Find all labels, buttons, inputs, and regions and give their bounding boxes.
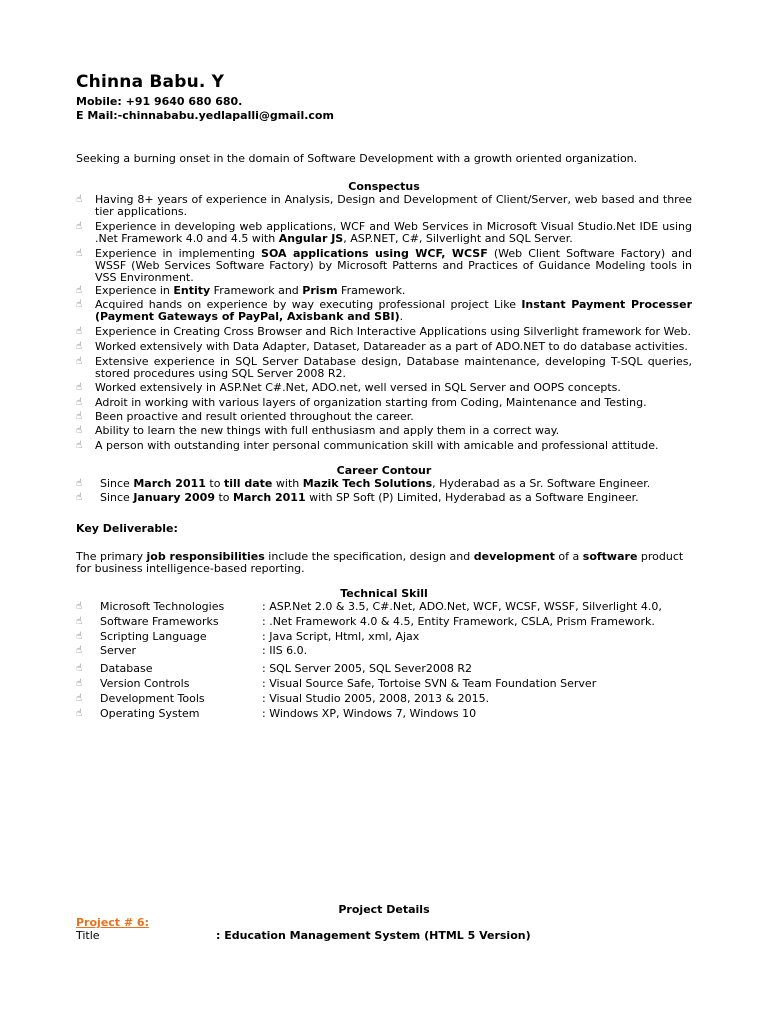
skill-value: : Windows XP, Windows 7, Windows 10	[262, 707, 477, 720]
hand-pointing-icon: ☝	[76, 616, 83, 627]
skill-value: : Visual Source Safe, Tortoise SVN & Team Foundation Server	[262, 677, 597, 690]
project-title-value: : Education Management System (HTML 5 Version)	[216, 929, 531, 942]
skill-category: Scripting Language	[100, 630, 207, 643]
objective-text: Seeking a burning onset in the domain of Software Development with a growth oriented organization.	[76, 152, 638, 165]
conspectus-item: ☝ Acquired hands on experience by way executing professional project Like Instant Payment Processer (Payment Gateways of PayPal, Axisbank and SBI).	[76, 298, 692, 323]
technical-skill-row	[76, 663, 692, 675]
key-deliverable-text: The primary job responsibilities include the specification, design and development of a software product for business intelligence-based reporting.	[76, 550, 684, 575]
conspectus-item: ☝ Ability to learn the new things with full enthusiasm and apply them in a correct way.	[76, 424, 560, 437]
conspectus-heading: Conspectus	[348, 180, 420, 193]
skill-value: : Visual Studio 2005, 2008, 2013 & 2015.	[262, 692, 490, 705]
candidate-name: Chinna Babu. Y	[76, 72, 225, 92]
conspectus-item: ☝ Experience in Creating Cross Browser and Rich Interactive Applications using Silverlight framework for Web.	[76, 325, 692, 338]
technical-skill-heading: Technical Skill	[340, 587, 428, 600]
hand-pointing-icon: ☝	[76, 601, 83, 612]
conspectus-item: ☝ Experience in Entity Framework and Prism Framework.	[76, 284, 406, 297]
hand-pointing-icon: ☝	[76, 440, 83, 451]
conspectus-item: ☝ Adroit in working with various layers of organization starting from Coding, Maintenance and Testing.	[76, 396, 647, 409]
hand-pointing-icon: ☝	[76, 663, 83, 674]
hand-pointing-icon: ☝	[76, 645, 83, 656]
conspectus-item: ☝ Experience in implementing SOA applications using WCF, WCSF (Web Client Software Factory) and WSSF (Web Services Software Factory) by Microsoft Patterns and Practices of Guidance Modeling tools in VSS Environment.	[76, 247, 692, 284]
skill-value: : Java Script, Html, xml, Ajax	[262, 630, 420, 643]
hand-pointing-icon: ☝	[76, 425, 83, 436]
hand-pointing-icon: ☝	[76, 248, 83, 259]
hand-pointing-icon: ☝	[76, 693, 83, 704]
skill-category: Operating System	[100, 707, 200, 720]
hand-pointing-icon: ☝	[76, 382, 83, 393]
hand-pointing-icon: ☝	[76, 708, 83, 719]
mobile-number: Mobile: +91 9640 680 680.	[76, 95, 243, 108]
technical-skill-row	[76, 645, 692, 657]
technical-skill-row	[76, 616, 692, 628]
career-item: ☝ Since January 2009 to March 2011 with SP Soft (P) Limited, Hyderabad as a Software Engineer.	[76, 491, 639, 504]
project-number-label: Project # 6:	[76, 916, 149, 929]
technical-skill-row	[76, 693, 692, 705]
hand-pointing-icon: ☝	[76, 411, 83, 422]
project-title-label: Title	[76, 929, 100, 942]
technical-skill-row	[76, 601, 692, 613]
hand-pointing-icon: ☝	[76, 221, 83, 232]
skill-category: Development Tools	[100, 692, 205, 705]
hand-pointing-icon: ☝	[76, 356, 83, 367]
hand-pointing-icon: ☝	[76, 326, 83, 337]
email-address: E Mail:-chinnababu.yedlapalli@gmail.com	[76, 109, 334, 122]
hand-pointing-icon: ☝	[76, 194, 83, 205]
hand-pointing-icon: ☝	[76, 492, 83, 503]
hand-pointing-icon: ☝	[76, 678, 83, 689]
hand-pointing-icon: ☝	[76, 285, 83, 296]
hand-pointing-icon: ☝	[76, 341, 83, 352]
career-heading: Career Contour	[336, 464, 432, 477]
skill-category: Database	[100, 662, 153, 675]
conspectus-item: ☝ Extensive experience in SQL Server Database design, Database maintenance, developing T-SQL queries, stored procedures using SQL Server 2008 R2.	[76, 355, 692, 380]
skill-category: Server	[100, 644, 137, 657]
technical-skill-row	[76, 631, 692, 643]
conspectus-item: ☝ Been proactive and result oriented throughout the career.	[76, 410, 414, 423]
skill-category: Software Frameworks	[100, 615, 219, 628]
key-deliverable-heading: Key Deliverable:	[76, 522, 178, 535]
technical-skill-row	[76, 678, 692, 690]
conspectus-item: ☝ Worked extensively with Data Adapter, Dataset, Datareader as a part of ADO.NET to do database activities.	[76, 340, 688, 353]
career-item: ☝ Since March 2011 to till date with Mazik Tech Solutions, Hyderabad as a Sr. Software Engineer.	[76, 477, 651, 490]
skill-value: : IIS 6.0.	[262, 644, 308, 657]
conspectus-item: ☝ Having 8+ years of experience in Analysis, Design and Development of Client/Server, web based and three tier applications.	[76, 193, 692, 218]
skill-value: : SQL Server 2005, SQL Sever2008 R2	[262, 662, 472, 675]
conspectus-item: ☝ Experience in developing web applications, WCF and Web Services in Microsoft Visual Studio.Net IDE using .Net Framework 4.0 and 4.5 with Angular JS, ASP.NET, C#, Silverlight and SQL Server.	[76, 220, 692, 245]
conspectus-item: ☝ Worked extensively in ASP.Net C#.Net, ADO.net, well versed in SQL Server and OOPS concepts.	[76, 381, 621, 394]
hand-pointing-icon: ☝	[76, 631, 83, 642]
technical-skill-row	[76, 708, 692, 720]
skill-category: Microsoft Technologies	[100, 600, 225, 613]
hand-pointing-icon: ☝	[76, 299, 83, 310]
skill-value: : ASP.Net 2.0 & 3.5, C#.Net, ADO.Net, WCF, WCSF, WSSF, Silverlight 4.0,	[262, 600, 662, 613]
skill-category: Version Controls	[100, 677, 190, 690]
conspectus-item: ☝ A person with outstanding inter personal communication skill with amicable and professional attitude.	[76, 439, 659, 452]
hand-pointing-icon: ☝	[76, 478, 83, 489]
skill-value: : .Net Framework 4.0 & 4.5, Entity Framework, CSLA, Prism Framework.	[262, 615, 655, 628]
hand-pointing-icon: ☝	[76, 397, 83, 408]
project-details-heading: Project Details	[338, 903, 430, 916]
